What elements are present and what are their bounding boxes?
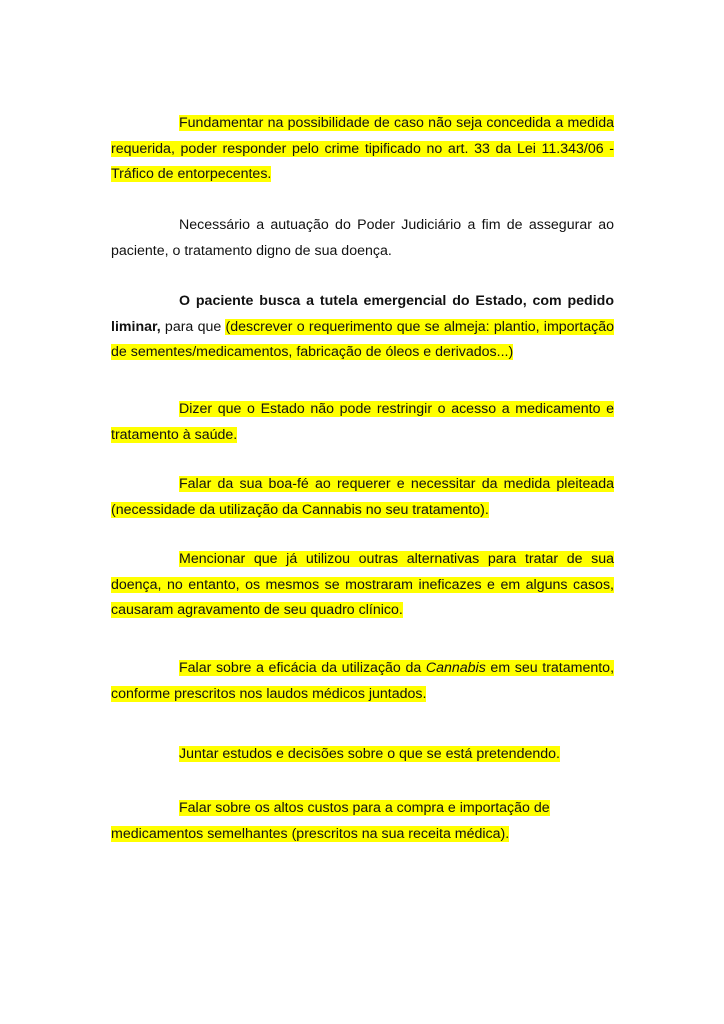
highlighted-text: Falar sobre os altos custos para a compra e importação de	[179, 800, 550, 816]
plain-text: para que	[160, 318, 226, 335]
paragraph-trafico	[111, 111, 614, 188]
paragraph-poder-judiciario	[111, 213, 614, 264]
highlighted-text	[111, 660, 614, 702]
text-part: Falar sobre a eficácia da utilização da	[179, 660, 426, 676]
paragraph-tutela-emergencial	[111, 289, 614, 366]
highlighted-text: Juntar estudos e decisões sobre o que se está pretendendo.	[179, 746, 560, 762]
text-part: em seu tratamento, conforme prescritos nos laudos médicos juntados.	[111, 660, 615, 702]
bold-text: O paciente busca a tutela emergencial do Estado, com pedido liminar,	[111, 293, 614, 335]
highlighted-text: (descrever o requerimento que se almeja: plantio, importação de sementes/medicamentos, fabricação de óleos e derivados...)	[111, 318, 614, 360]
paragraph-eficacia	[111, 656, 614, 707]
highlighted-text: medicamentos semelhantes (prescritos na sua receita médica).	[111, 825, 510, 842]
paragraph-text: Necessário a autuação do Poder Judiciário a fim de assegurar ao paciente, o tratamento digno de sua doença.	[111, 217, 614, 259]
highlighted-text: Fundamentar na possibilidade de caso não seja concedida a medida requerida, poder responder pelo crime tipificado no art. 33 da Lei 11.343/06 - Tráfico de entorpecentes.	[111, 115, 614, 182]
paragraph-custos	[111, 796, 614, 847]
highlighted-text: Mencionar que já utilizou outras alternativas para tratar de sua doença, no entanto, os mesmos se mostraram ineficazes e em alguns casos, causaram agravamento de seu quadro clínico.	[111, 551, 614, 618]
highlighted-text: Falar da sua boa-fé ao requerer e necessitar da medida pleiteada (necessidade da utilização da Cannabis no seu tratamento).	[111, 476, 614, 518]
highlighted-text: Dizer que o Estado não pode restringir o acesso a medicamento e tratamento à saúde.	[111, 401, 614, 443]
paragraph-alternativas	[111, 547, 614, 624]
paragraph-acesso-medicamento	[111, 397, 614, 448]
paragraph-estudos	[111, 742, 614, 768]
paragraph-boa-fe	[111, 472, 614, 523]
italic-text: Cannabis	[425, 660, 486, 676]
